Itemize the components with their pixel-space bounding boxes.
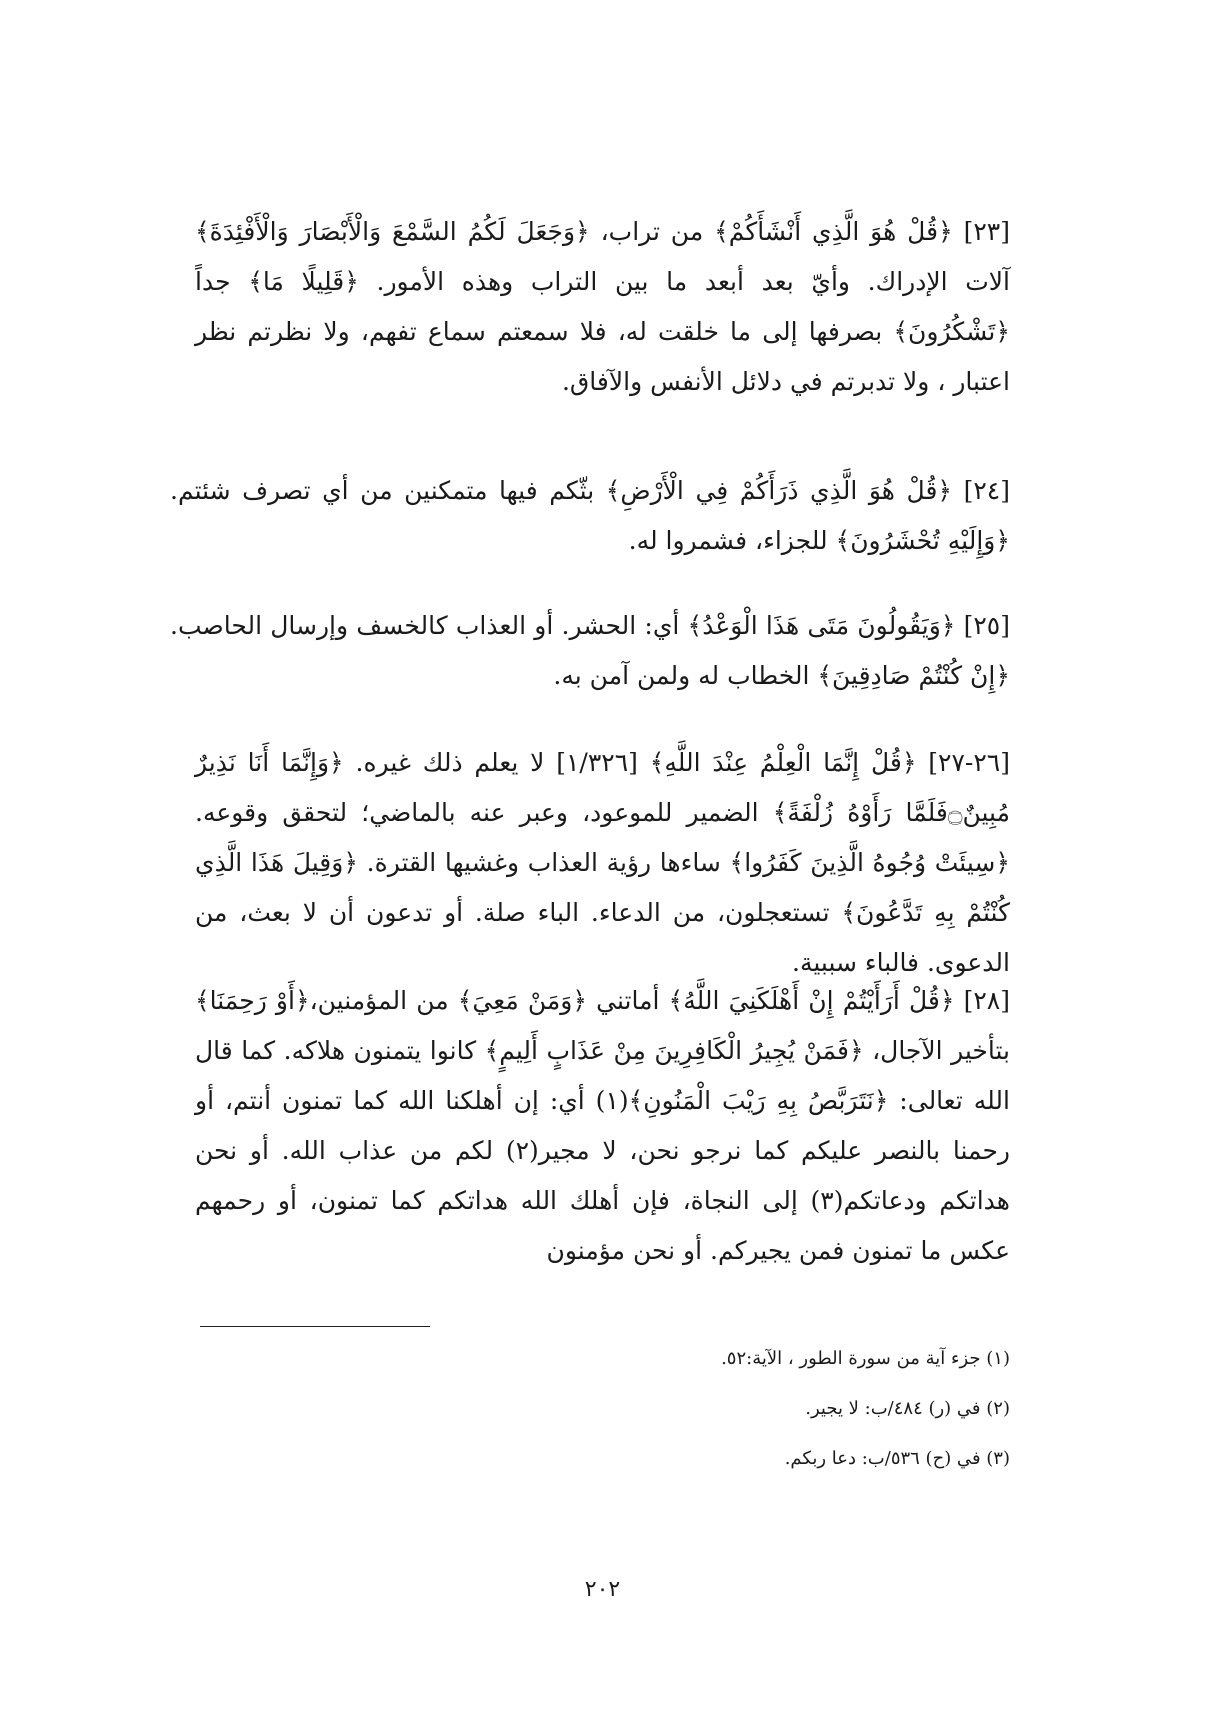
paragraph-verse-23: [٢٣] ﴿قُلْ هُوَ الَّذِي أَنْشَأَكُمْ﴾ من تراب، ﴿وَجَعَلَ لَكُمُ السَّمْعَ وَالْأَبْصَارَ وَالْأَفْئِدَةَ﴾ آلات الإدراك. وأيّ بعد أبعد ما بين التراب وهذه الأمور. ﴿قَلِيلًا مَا﴾ جداً ﴿تَشْكُرُونَ﴾ بصرفها إلى ما خلقت له، فلا سمعتم سماع تفهم، ولا نظرتم نظر اعتبار ، ولا تدبرتم في دلائل الأنفس والآفاق. [195,217,1010,396]
paragraph-verse-25: [٢٥] ﴿وَيَقُولُونَ مَتَى هَذَا الْوَعْدُ﴾ أي: الحشر. أو العذاب كالخسف وإرسال الحاصب. ﴿إِنْ كُنْتُمْ صَادِقِينَ﴾ الخطاب له ولمن آمن به. [170,611,1010,690]
paragraph-verse-26-27: [٢٦-٢٧] ﴿قُلْ إِنَّمَا الْعِلْمُ عِنْدَ اللَّهِ﴾ [١/٣٢٦] لا يعلم ذلك غيره. ﴿وَإِنَّمَا أَنَا نَذِيرٌ مُبِينٌ۝فَلَمَّا رَأَوْهُ زُلْفَةً﴾ الضمير للموعود، وعبر عنه بالماضي؛ لتحقق وقوعه.﴿سِيئَتْ وُجُوهُ الَّذِينَ كَفَرُوا﴾ ساءها رؤية العذاب وغشيها القترة. ﴿وَقِيلَ هَذَا الَّذِي كُنْتُمْ بِهِ تَدَّعُونَ﴾ تستعجلون، من الدعاء. الباء صلة. أو تدعون أن لا بعث، من الدعوى. فالباء سببية. [195,748,1010,977]
footnote-divider [200,1326,430,1327]
page-number: ٢٠٢ [584,1577,621,1602]
paragraph-verse-28: [٢٨] ﴿قُلْ أَرَأَيْتُمْ إِنْ أَهْلَكَنِيَ اللَّهُ﴾ أماتني ﴿وَمَنْ مَعِيَ﴾ من المؤمنين،﴿أَوْ رَحِمَنَا﴾ بتأخير الآجال، ﴿فَمَنْ يُجِيرُ الْكَافِرِينَ مِنْ عَذَابٍ أَلِيمٍ﴾ كانوا يتمنون هلاكه. كما قال الله تعالى: ﴿نَتَرَبَّصُ بِهِ رَيْبَ الْمَنُونِ﴾(١) أي: إن أهلكنا الله كما تمنون أنتم، أو رحمنا بالنصر عليكم كما نرجو نحن، لا مجير(٢) لكم من عذاب الله. أو نحن هداتكم ودعاتكم(٣) إلى النجاة، فإن أهلك الله هداتكم كما تمنون، أو رحمهم عكس ما تمنون فمن يجيركم. أو نحن مؤمنون [195,986,1011,1265]
footnote-2: (٢) في (ر) ٤٨٤/ب: لا يجير. [805,1398,1010,1419]
paragraph-verse-24: [٢٤] ﴿قُلْ هُوَ الَّذِي ذَرَأَكُمْ فِي الْأَرْضِ﴾ بثّكم فيها متمكنين من أي تصرف شئتم. ﴿وَإِلَيْهِ تُحْشَرُونَ﴾ للجزاء، فشمروا له. [170,476,1010,555]
footnote-3: (٣) في (ح) ٥٣٦/ب: دعا ربكم. [784,1448,1010,1469]
footnote-1: (١) جزء آية من سورة الطور ، الآية:٥٢. [721,1348,1010,1369]
